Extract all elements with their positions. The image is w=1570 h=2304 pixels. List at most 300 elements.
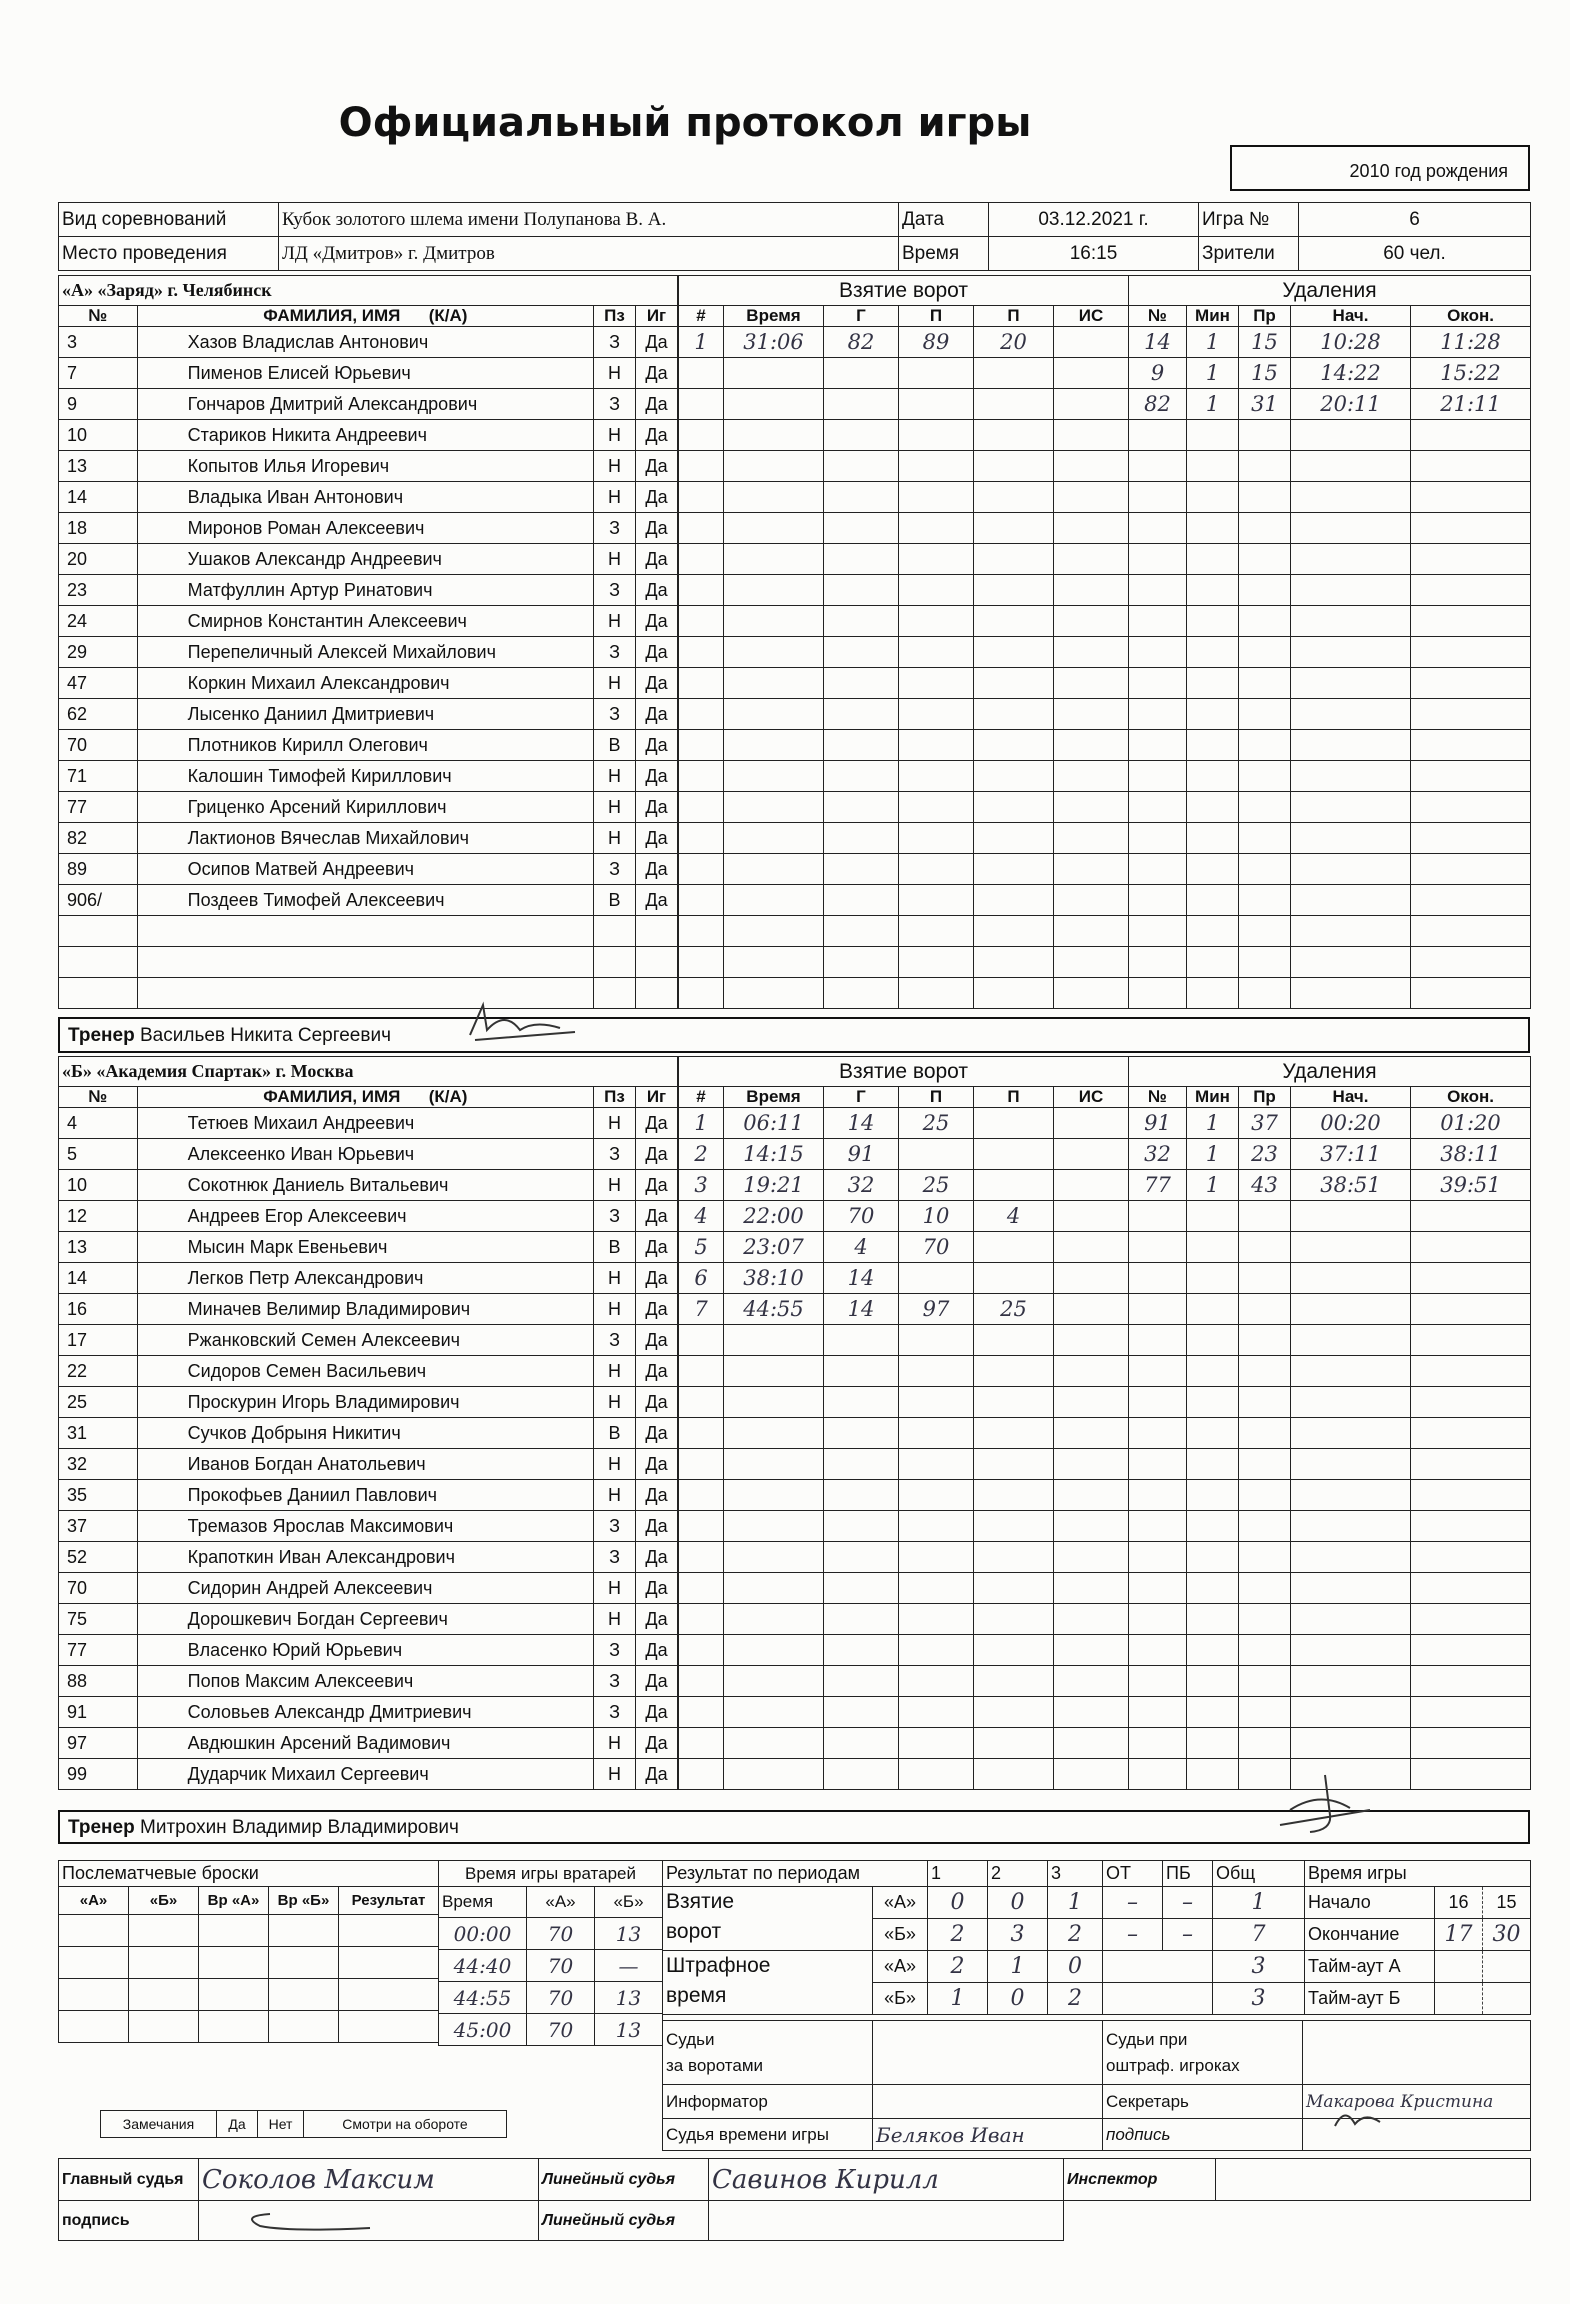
penalty-pr xyxy=(1239,730,1291,761)
player-name: Сокотнюк Даниель Витальевич xyxy=(137,1170,593,1201)
chief-signature-label: подпись xyxy=(59,2201,199,2241)
player-name: Осипов Матвей Андреевич xyxy=(137,854,593,885)
player-row xyxy=(59,1263,678,1294)
remarks-no[interactable]: Нет xyxy=(258,2111,304,2137)
penalty-min: 1 xyxy=(1187,1108,1239,1139)
goal-g xyxy=(824,668,899,699)
shootout-row xyxy=(59,2011,439,2043)
penalty-no xyxy=(1129,544,1187,575)
penalty-start: 20:11 xyxy=(1291,389,1411,420)
penalty-pr xyxy=(1239,792,1291,823)
penalty-start xyxy=(1291,1697,1411,1728)
goal-p1 xyxy=(899,1759,974,1790)
goal-row xyxy=(679,1108,1129,1139)
penalty-no xyxy=(1129,451,1187,482)
goal-n xyxy=(679,1356,724,1387)
goal-t xyxy=(724,637,824,668)
goals-a-p1: 0 xyxy=(928,1887,988,1919)
goal-p2 xyxy=(974,978,1054,1009)
penalty-start: 00:20 xyxy=(1291,1108,1411,1139)
player-name: Гончаров Дмитрий Александрович xyxy=(137,389,593,420)
player-name: Перепеличный Алексей Михайлович xyxy=(137,637,593,668)
goal-g xyxy=(824,544,899,575)
penalty-pr xyxy=(1239,575,1291,606)
player-number: 14 xyxy=(59,1263,138,1294)
penalty-end xyxy=(1411,451,1531,482)
goal-t: 23:07 xyxy=(724,1232,824,1263)
goal-t xyxy=(724,916,824,947)
goal-is xyxy=(1054,637,1129,668)
goal-row xyxy=(679,916,1129,947)
goalie-a: 70 xyxy=(527,1918,595,1950)
goal-n xyxy=(679,1759,724,1790)
goal-p2 xyxy=(974,1604,1054,1635)
goalie-time-table xyxy=(438,1860,663,2046)
penalty-no: 77 xyxy=(1129,1170,1187,1201)
player-row xyxy=(59,947,678,978)
goal-g xyxy=(824,1511,899,1542)
goal-is xyxy=(1054,1387,1129,1418)
player-number: 70 xyxy=(59,730,138,761)
goal-t xyxy=(724,1635,824,1666)
penalty-min xyxy=(1187,823,1239,854)
goal-n xyxy=(679,1604,724,1635)
goal-p2 xyxy=(974,1480,1054,1511)
start-hour: 16 xyxy=(1435,1887,1483,1919)
penalty-start xyxy=(1291,761,1411,792)
penalty-no: 32 xyxy=(1129,1139,1187,1170)
goal-row xyxy=(679,1449,1129,1480)
penalty-end xyxy=(1411,482,1531,513)
penalty-min: 1 xyxy=(1187,1139,1239,1170)
shootout-col: Вр «А» xyxy=(199,1887,269,1915)
penalty-start xyxy=(1291,1542,1411,1573)
player-number: 77 xyxy=(59,792,138,823)
penalty-judges-label: Судьи при оштраф. игроках xyxy=(1103,2021,1303,2085)
goal-p1 xyxy=(899,916,974,947)
penalty-no xyxy=(1129,1325,1187,1356)
birth-year-box xyxy=(1230,145,1530,191)
penalty-start xyxy=(1291,699,1411,730)
team-a-goals-title: Взятие ворот xyxy=(679,276,1129,306)
penalty-start xyxy=(1291,637,1411,668)
penalty-min xyxy=(1187,1263,1239,1294)
player-played: Да xyxy=(635,1573,677,1604)
penalty-pr xyxy=(1239,1666,1291,1697)
player-row xyxy=(59,327,678,358)
goals-a-label: «А» xyxy=(873,1887,928,1919)
goal-n: 4 xyxy=(679,1201,724,1232)
goal-row xyxy=(679,637,1129,668)
player-name: Сидоров Семен Васильевич xyxy=(137,1356,593,1387)
penalty-end xyxy=(1411,1542,1531,1573)
goalie-row xyxy=(439,2014,663,2046)
player-played: Да xyxy=(635,1666,677,1697)
goal-g xyxy=(824,358,899,389)
goal-n xyxy=(679,1449,724,1480)
goal-p2 xyxy=(974,947,1054,978)
goalie-b: 13 xyxy=(595,1918,663,1950)
player-row xyxy=(59,885,678,916)
goal-g xyxy=(824,1573,899,1604)
goal-is xyxy=(1054,1263,1129,1294)
penalty-pr xyxy=(1239,947,1291,978)
goal-row xyxy=(679,1728,1129,1759)
goal-row xyxy=(679,606,1129,637)
penalty-row xyxy=(1129,1294,1531,1325)
goal-n xyxy=(679,482,724,513)
player-name: Поздеев Тимофей Алексеевич xyxy=(137,885,593,916)
goal-p1: 10 xyxy=(899,1201,974,1232)
player-row xyxy=(59,1480,678,1511)
goal-n: 2 xyxy=(679,1139,724,1170)
goal-t xyxy=(724,513,824,544)
end-min: 30 xyxy=(1483,1919,1531,1951)
goal-p1 xyxy=(899,1542,974,1573)
penalty-pr xyxy=(1239,1387,1291,1418)
player-row xyxy=(59,730,678,761)
goalie-col-a: «А» xyxy=(527,1887,595,1918)
goal-is xyxy=(1054,761,1129,792)
goal-g xyxy=(824,1449,899,1480)
penalty-row xyxy=(1129,544,1531,575)
goal-p1 xyxy=(899,451,974,482)
player-position: З xyxy=(594,1139,636,1170)
penalty-pr xyxy=(1239,823,1291,854)
goal-is xyxy=(1054,668,1129,699)
goal-t xyxy=(724,1480,824,1511)
player-position xyxy=(594,978,636,1009)
player-number: 20 xyxy=(59,544,138,575)
player-played: Да xyxy=(635,1356,677,1387)
goal-row xyxy=(679,1666,1129,1697)
goal-t xyxy=(724,1511,824,1542)
goal-is xyxy=(1054,854,1129,885)
goal-row xyxy=(679,513,1129,544)
player-number: 24 xyxy=(59,606,138,637)
shootout-title: Послематчевые броски xyxy=(59,1861,439,1887)
player-number: 37 xyxy=(59,1511,138,1542)
goalie-a: 70 xyxy=(527,1982,595,2014)
penalty-start xyxy=(1291,1635,1411,1666)
goal-is xyxy=(1054,482,1129,513)
player-number: 25 xyxy=(59,1387,138,1418)
goal-p1 xyxy=(899,885,974,916)
goal-is xyxy=(1054,1604,1129,1635)
goal-p1 xyxy=(899,823,974,854)
player-name: Смирнов Константин Алексеевич xyxy=(137,606,593,637)
penalty-row xyxy=(1129,637,1531,668)
player-played: Да xyxy=(635,1325,677,1356)
penalty-pr xyxy=(1239,978,1291,1009)
penalty-row xyxy=(1129,699,1531,730)
penalty-row xyxy=(1129,1170,1531,1201)
game-time-title: Время игры xyxy=(1305,1861,1531,1887)
penalty-no xyxy=(1129,823,1187,854)
penalty-pr xyxy=(1239,1294,1291,1325)
goal-t: 19:21 xyxy=(724,1170,824,1201)
player-played: Да xyxy=(635,1511,677,1542)
player-number: 52 xyxy=(59,1542,138,1573)
goal-p2 xyxy=(974,668,1054,699)
goal-t xyxy=(724,730,824,761)
penalty-no: 9 xyxy=(1129,358,1187,389)
player-played: Да xyxy=(635,482,677,513)
goal-p2 xyxy=(974,1170,1054,1201)
penalty-pr xyxy=(1239,1356,1291,1387)
penalty-row xyxy=(1129,575,1531,606)
penalty-pr xyxy=(1239,1511,1291,1542)
penalty-start xyxy=(1291,1294,1411,1325)
player-played: Да xyxy=(635,637,677,668)
penalty-end xyxy=(1411,1356,1531,1387)
goal-t xyxy=(724,1325,824,1356)
goal-is xyxy=(1054,823,1129,854)
player-name: Гриценко Арсений Кириллович xyxy=(137,792,593,823)
player-position: З xyxy=(594,575,636,606)
penalty-row xyxy=(1129,420,1531,451)
goal-p1 xyxy=(899,513,974,544)
goal-p1: 97 xyxy=(899,1294,974,1325)
player-row xyxy=(59,1511,678,1542)
player-name: Калошин Тимофей Кириллович xyxy=(137,761,593,792)
goal-is xyxy=(1054,1697,1129,1728)
goal-p2 xyxy=(974,1418,1054,1449)
pen-b-total: 3 xyxy=(1213,1983,1305,2015)
player-name: Легков Петр Александрович xyxy=(137,1263,593,1294)
period-col-ot: ОТ xyxy=(1103,1861,1163,1887)
team-b-goals xyxy=(678,1056,1129,1790)
pen-col-start: Нач. xyxy=(1291,306,1411,327)
player-row xyxy=(59,1604,678,1635)
col-no: № xyxy=(59,306,138,327)
penalty-no xyxy=(1129,1511,1187,1542)
goal-t xyxy=(724,606,824,637)
goal-is xyxy=(1054,1139,1129,1170)
goal-row xyxy=(679,1759,1129,1790)
goals-a-total: 1 xyxy=(1213,1887,1305,1919)
remarks-label: Замечания xyxy=(101,2111,217,2137)
player-position: Н xyxy=(594,1356,636,1387)
goal-t xyxy=(724,482,824,513)
player-number: 13 xyxy=(59,451,138,482)
player-name: Ушаков Александр Андреевич xyxy=(137,544,593,575)
goal-is xyxy=(1054,885,1129,916)
goal-row xyxy=(679,1139,1129,1170)
chief-referee-label: Главный судья xyxy=(59,2159,199,2201)
player-number: 82 xyxy=(59,823,138,854)
player-position: З xyxy=(594,637,636,668)
goal-g xyxy=(824,854,899,885)
goal-p1 xyxy=(899,1635,974,1666)
venue-label: Место проведения xyxy=(59,237,279,271)
penalty-pr: 31 xyxy=(1239,389,1291,420)
remarks-yes[interactable]: Да xyxy=(217,2111,258,2137)
chief-referee-name: Соколов Максим xyxy=(199,2159,539,2201)
penalty-no xyxy=(1129,1232,1187,1263)
player-number: 9 xyxy=(59,389,138,420)
secretary-label: Секретарь xyxy=(1103,2085,1303,2119)
goal-g xyxy=(824,978,899,1009)
team-b-title: «Б» «Академия Спартак» г. Москва xyxy=(59,1057,678,1087)
team-b-penalties xyxy=(1128,1056,1531,1790)
goal-t xyxy=(724,699,824,730)
goal-p2 xyxy=(974,1635,1054,1666)
goal-col-p2: П xyxy=(974,1087,1054,1108)
goal-col-p1: П xyxy=(899,306,974,327)
player-row xyxy=(59,823,678,854)
player-played: Да xyxy=(635,1418,677,1449)
penalty-end xyxy=(1411,1666,1531,1697)
penalty-min xyxy=(1187,1511,1239,1542)
goal-g xyxy=(824,1356,899,1387)
competition-value: Кубок золотого шлема имени Полупанова В. А. xyxy=(279,203,899,237)
goal-t xyxy=(724,668,824,699)
goal-p2 xyxy=(974,1542,1054,1573)
player-position: Н xyxy=(594,544,636,575)
penalty-start xyxy=(1291,792,1411,823)
penalty-pr xyxy=(1239,637,1291,668)
penalty-no: 91 xyxy=(1129,1108,1187,1139)
player-played: Да xyxy=(635,1263,677,1294)
goal-n xyxy=(679,1480,724,1511)
penalty-min xyxy=(1187,1635,1239,1666)
goal-p2 xyxy=(974,420,1054,451)
penalty-pr xyxy=(1239,544,1291,575)
goal-p2 xyxy=(974,792,1054,823)
goal-t xyxy=(724,1418,824,1449)
pen-col-min: Мин xyxy=(1187,306,1239,327)
player-number: 88 xyxy=(59,1666,138,1697)
penalty-min xyxy=(1187,1418,1239,1449)
player-name: Копытов Илья Игоревич xyxy=(137,451,593,482)
player-position: З xyxy=(594,1697,636,1728)
goal-n xyxy=(679,885,724,916)
goal-g: 4 xyxy=(824,1232,899,1263)
team-a-penalties xyxy=(1128,275,1531,1009)
player-played xyxy=(635,978,677,1009)
player-row xyxy=(59,358,678,389)
penalty-end: 39:51 xyxy=(1411,1170,1531,1201)
player-position: З xyxy=(594,1201,636,1232)
player-name: Стариков Никита Андреевич xyxy=(137,420,593,451)
player-number: 23 xyxy=(59,575,138,606)
goal-p1 xyxy=(899,1573,974,1604)
player-position: З xyxy=(594,513,636,544)
goal-p2 xyxy=(974,854,1054,885)
goal-p1 xyxy=(899,854,974,885)
goal-g xyxy=(824,699,899,730)
penalty-row xyxy=(1129,1635,1531,1666)
player-name: Тетюев Михаил Андреевич xyxy=(137,1108,593,1139)
goal-t: 22:00 xyxy=(724,1201,824,1232)
goal-t xyxy=(724,1728,824,1759)
penalty-start xyxy=(1291,451,1411,482)
player-name: Дорошкевич Богдан Сергеевич xyxy=(137,1604,593,1635)
player-row xyxy=(59,1759,678,1790)
goal-g: 82 xyxy=(824,327,899,358)
team-a-roster xyxy=(58,275,678,1009)
goal-row xyxy=(679,854,1129,885)
col-name: ФАМИЛИЯ, ИМЯ (К/А) xyxy=(137,306,593,327)
player-played: Да xyxy=(635,1170,677,1201)
goal-is xyxy=(1054,947,1129,978)
goal-n xyxy=(679,1325,724,1356)
col-played: Иг xyxy=(635,1087,677,1108)
goal-row xyxy=(679,482,1129,513)
penalty-pr xyxy=(1239,668,1291,699)
goal-g xyxy=(824,730,899,761)
goal-n xyxy=(679,513,724,544)
goal-p1 xyxy=(899,761,974,792)
penalty-no xyxy=(1129,1294,1187,1325)
player-position: З xyxy=(594,1635,636,1666)
goal-p2: 20 xyxy=(974,327,1054,358)
informer-label: Информатор xyxy=(663,2085,873,2119)
player-name: Сучков Добрыня Никитич xyxy=(137,1418,593,1449)
player-row xyxy=(59,1201,678,1232)
player-position: Н xyxy=(594,1728,636,1759)
goals-b-label: «Б» xyxy=(873,1919,928,1951)
player-name: Проскурин Игорь Владимирович xyxy=(137,1387,593,1418)
player-number xyxy=(59,947,138,978)
penalty-end xyxy=(1411,978,1531,1009)
player-row xyxy=(59,389,678,420)
player-name: Сидорин Андрей Алексеевич xyxy=(137,1573,593,1604)
player-row xyxy=(59,451,678,482)
penalty-min xyxy=(1187,1294,1239,1325)
penalty-min xyxy=(1187,1759,1239,1790)
player-played: Да xyxy=(635,389,677,420)
goals-a-p2: 0 xyxy=(988,1887,1048,1919)
penalty-no xyxy=(1129,1449,1187,1480)
player-name: Миначев Велимир Владимирович xyxy=(137,1294,593,1325)
date-value: 03.12.2021 г. xyxy=(989,203,1199,237)
player-position: Н xyxy=(594,1170,636,1201)
penalty-min xyxy=(1187,978,1239,1009)
start-label: Начало xyxy=(1305,1887,1435,1919)
goal-p1 xyxy=(899,792,974,823)
penalty-min xyxy=(1187,420,1239,451)
remarks-row xyxy=(100,2110,507,2138)
penalty-end xyxy=(1411,854,1531,885)
player-row xyxy=(59,1728,678,1759)
col-name: ФАМИЛИЯ, ИМЯ (К/А) xyxy=(137,1087,593,1108)
penalty-pr xyxy=(1239,1418,1291,1449)
see-back: Смотри на обороте xyxy=(342,2116,468,2132)
penalty-row xyxy=(1129,1418,1531,1449)
player-row xyxy=(59,1666,678,1697)
penalty-no xyxy=(1129,1728,1187,1759)
player-position: В xyxy=(594,1418,636,1449)
player-name xyxy=(137,947,593,978)
goal-t xyxy=(724,1573,824,1604)
goal-t xyxy=(724,1449,824,1480)
penalty-no xyxy=(1129,1604,1187,1635)
goal-g xyxy=(824,482,899,513)
penalty-min xyxy=(1187,947,1239,978)
penalty-end xyxy=(1411,513,1531,544)
goal-p1: 89 xyxy=(899,327,974,358)
penalty-row xyxy=(1129,761,1531,792)
penalty-start xyxy=(1291,1356,1411,1387)
player-name xyxy=(137,916,593,947)
goal-n xyxy=(679,947,724,978)
pen-b-p3: 2 xyxy=(1048,1983,1103,2015)
goal-p1 xyxy=(899,1666,974,1697)
player-position: З xyxy=(594,1325,636,1356)
goal-g xyxy=(824,389,899,420)
